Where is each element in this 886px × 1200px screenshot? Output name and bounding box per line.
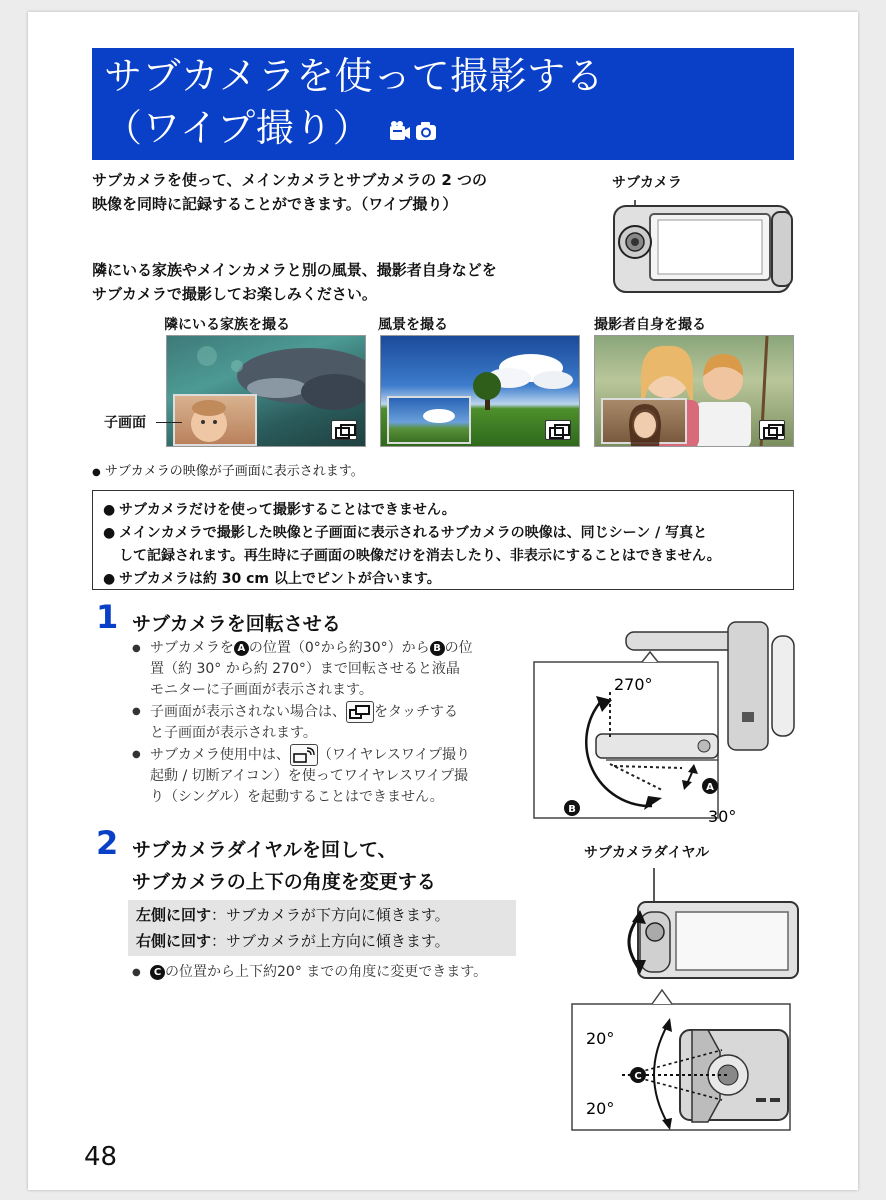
- step-1-number: 1: [96, 598, 119, 636]
- intro-paragraph-2: 隣にいる家族やメインカメラと別の風景、撮影者自身などを サブカメラで撮影してお楽しみください。: [92, 261, 497, 303]
- angle-down-label: 20°: [586, 1099, 615, 1118]
- marker-a-icon: A: [706, 782, 714, 793]
- dial-left-row: 左側に回す：サブカメラが下方向に傾きます。: [136, 906, 450, 924]
- pip-self-window: [601, 398, 687, 444]
- title-banner: [92, 48, 794, 160]
- camcorder-side-illustration: [608, 192, 798, 302]
- child-face-image: [175, 396, 259, 447]
- pip-toggle-icon: [545, 420, 571, 440]
- page-title: サブカメラを使って撮影する: [104, 54, 605, 98]
- bullet-item: ● 子画面が表示されない場合は、 をタッチする: [132, 701, 522, 723]
- step-2-title: サブカメラダイヤルを回して、 サブカメラの上下の角度を変更する: [132, 839, 436, 893]
- woman-face-image: [603, 400, 689, 446]
- dial-direction-box: [128, 900, 516, 956]
- angle-up-label: 20°: [586, 1029, 615, 1048]
- video-mode-icon: [389, 120, 411, 142]
- warning-item: ● サブカメラだけを使って撮影することはできません。: [103, 502, 456, 518]
- marker-c-icon: C: [150, 965, 165, 980]
- pip-callout-line: [156, 422, 182, 423]
- dial-right-row: 右側に回す：サブカメラが上方向に傾きます。: [136, 932, 450, 950]
- step-1-bullets: ● サブカメラを A の位置（0°から約30°）から B の位 置（約 30° から約 270°）まで回転させると液晶 モニターに子画面が表示されます。 ● 子画面が表示されない場合は、 をタッチする と子画面が表示されます。 ● サブカメラ使用中は、 （ワイヤレスワイプ撮り 起動 / 切断アイコン）を使ってワイヤレスワイプ撮 り（シングル）を起動することはできません。: [132, 638, 522, 808]
- warning-item: ● サブカメラは約 30 cm 以上でピントが合います。: [103, 571, 441, 587]
- wireless-wipe-icon: [290, 744, 318, 766]
- example-photo-family: [166, 335, 366, 447]
- bullet-item: ● サブカメラ使用中は、 （ワイヤレスワイプ撮り: [132, 744, 522, 766]
- intro-paragraph-1: サブカメラを使って、メインカメラとサブカメラの 2 つの 映像を同時に記録することができます。（ワイプ撮り）: [92, 171, 487, 213]
- example-photo-scenery: [380, 335, 580, 447]
- angle-270-label: 270°: [614, 675, 653, 694]
- marker-c-icon: C: [634, 1071, 642, 1082]
- rotation-diagram: [532, 616, 802, 826]
- pip-toggle-icon: [346, 701, 374, 723]
- page-number: 48: [84, 1142, 118, 1172]
- warning-box: [92, 490, 794, 590]
- step-2-note: ● C の位置から上下約20° までの角度に変更できます。: [132, 964, 488, 980]
- pip-toggle-icon: [331, 420, 357, 440]
- photo-mode-icon: [415, 120, 437, 142]
- page-subtitle: （ワイプ撮り）: [104, 102, 794, 154]
- marker-b-icon: B: [568, 804, 576, 815]
- small-landscape-image: [389, 398, 473, 446]
- example-label-self: 撮影者自身を撮る: [594, 317, 706, 333]
- warning-item-continued: して記録されます。再生時に子画面の映像だけを消去したり、非表示にすることはできません。: [119, 548, 721, 564]
- example-photo-self: [594, 335, 794, 447]
- pip-child-window: [173, 394, 257, 446]
- bullet-item: ● サブカメラを A の位置（0°から約30°）から B の位: [132, 640, 473, 656]
- sub-camera-dial-label: サブカメラダイヤル: [584, 845, 710, 861]
- pip-toggle-icon: [759, 420, 785, 440]
- angle-30-label: 30°: [708, 807, 737, 826]
- warning-item: ● メインカメラで撮影した映像と子画面に表示されるサブカメラの映像は、同じシーン / 写真と: [103, 525, 708, 541]
- sub-camera-label: サブカメラ: [612, 175, 682, 191]
- dial-diagram: [568, 862, 802, 1132]
- example-label-scenery: 風景を撮る: [378, 317, 448, 333]
- manual-page: [28, 12, 858, 1190]
- step-1-title: サブカメラを回転させる: [132, 613, 341, 635]
- example-label-family: 隣にいる家族を撮る: [164, 317, 290, 333]
- step-2-number: 2: [96, 824, 119, 862]
- pip-note: ● サブカメラの映像が子画面に表示されます。: [92, 464, 364, 479]
- marker-b-icon: B: [430, 641, 445, 656]
- pip-scenery-window: [387, 396, 471, 444]
- pip-callout-label: 子画面: [104, 415, 146, 431]
- marker-a-icon: A: [234, 641, 249, 656]
